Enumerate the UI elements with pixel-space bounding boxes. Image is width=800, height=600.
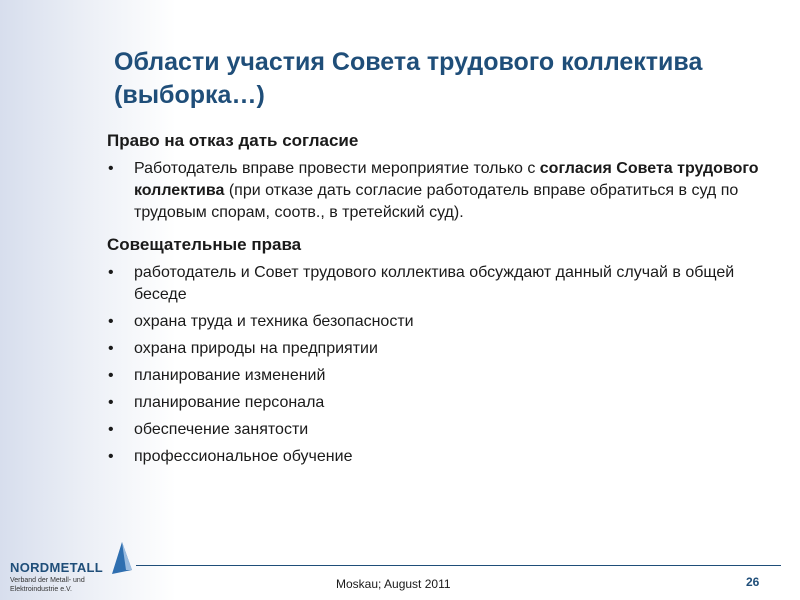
list-item-text: Работодатель вправе провести мероприятие только с <box>134 160 540 177</box>
footer-text: Moskau; August 2011 <box>336 577 451 591</box>
section-heading-consent: Право на отказ дать согласие <box>107 131 359 150</box>
list-item <box>107 365 772 387</box>
bullet-icon: • <box>108 160 114 177</box>
list-item <box>107 338 772 360</box>
list-item-text: профессиональное обучение <box>134 448 353 465</box>
footer-divider <box>136 565 781 566</box>
slide-content <box>107 130 772 473</box>
bullet-icon: • <box>108 394 114 411</box>
page-number: 26 <box>746 575 760 589</box>
list-item-text: обеспечение занятости <box>134 421 309 438</box>
bullet-icon: • <box>108 421 114 438</box>
section-heading-advisory: Совещательные права <box>107 235 302 254</box>
list-item-text: планирование изменений <box>134 367 326 384</box>
logo-name: NORDMETALL <box>10 560 104 575</box>
bullet-icon: • <box>108 340 114 357</box>
list-item <box>107 446 772 468</box>
list-item-bold-text: согласия Совета трудового коллектива <box>134 160 759 199</box>
sail-icon <box>108 540 134 574</box>
list-item <box>107 158 772 224</box>
list-item-text: планирование персонала <box>134 394 325 411</box>
list-item-text: работодатель и Совет трудового коллектива обсуждают данный случай в общей беседе <box>134 264 735 303</box>
bullet-icon: • <box>108 264 114 281</box>
advisory-list <box>107 262 772 468</box>
list-item-text: охрана труда и техника безопасности <box>134 313 414 330</box>
list-item-text: охрана природы на предприятии <box>134 340 378 357</box>
nordmetall-logo <box>8 540 133 598</box>
list-item <box>107 419 772 441</box>
list-item <box>107 392 772 414</box>
bullet-icon: • <box>108 448 114 465</box>
consent-list <box>107 158 772 224</box>
logo-subtitle: Verband der Metall- und Elektroindustrie e.V. <box>10 577 85 593</box>
list-item <box>107 311 772 333</box>
list-item-text: (при отказе дать согласие работодатель вправе обратиться в суд по трудовым спорам, соотв., в третейский суд). <box>134 182 739 221</box>
list-item <box>107 262 772 306</box>
bullet-icon: • <box>108 313 114 330</box>
slide-title: Области участия Совета трудового коллектива (выборка…) <box>114 48 703 109</box>
bullet-icon: • <box>108 367 114 384</box>
